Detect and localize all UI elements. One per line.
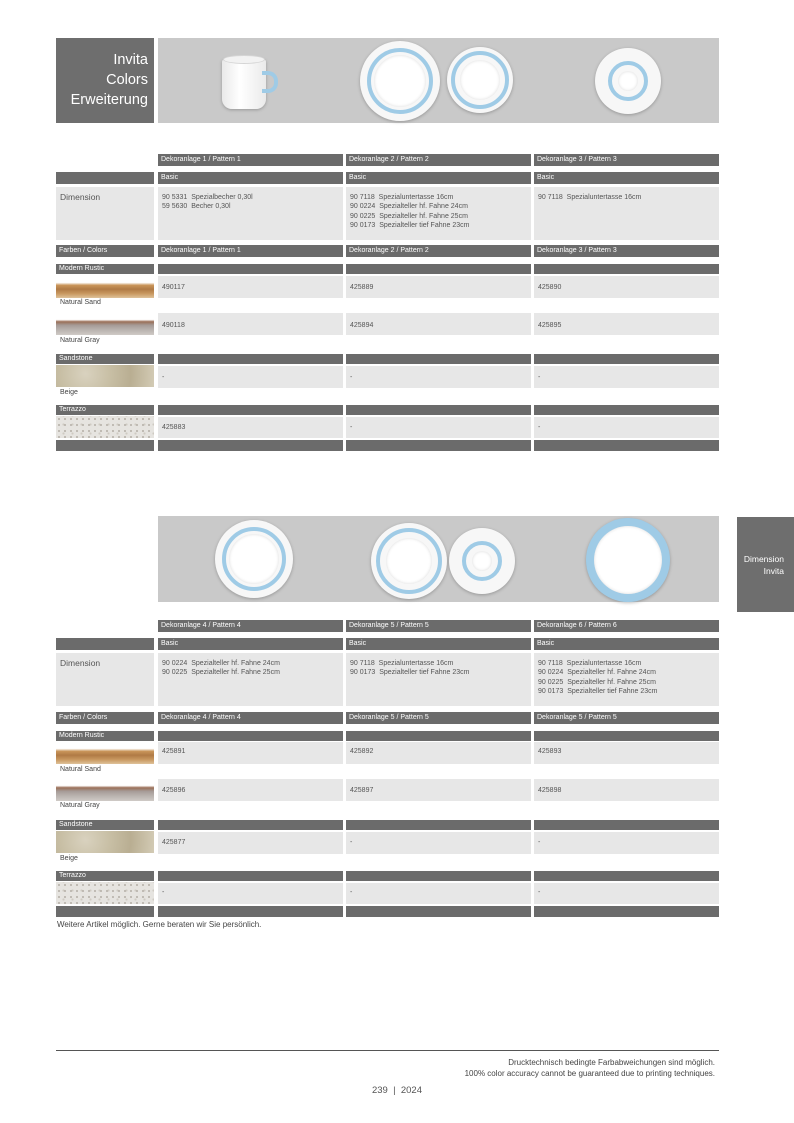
dimension-label: Dimension bbox=[60, 658, 101, 668]
group-bar bbox=[346, 820, 531, 830]
footer-divider bbox=[56, 1050, 719, 1051]
article-number: 490118 bbox=[162, 322, 185, 329]
title-line-2: Colors bbox=[106, 72, 148, 88]
article-row bbox=[346, 742, 531, 764]
plate-illustration bbox=[447, 47, 513, 113]
basic-label: Basic bbox=[346, 172, 531, 184]
dimension-cell: 90 7118 Spezialuntertasse 16cm bbox=[538, 194, 642, 201]
article-row bbox=[346, 313, 531, 335]
pattern-header: Dekoranlage 3 / Pattern 3 bbox=[534, 154, 719, 166]
article-number: 425892 bbox=[350, 748, 374, 755]
article-row bbox=[158, 883, 343, 904]
material-header: Sandstone bbox=[56, 820, 154, 830]
group-bar bbox=[158, 354, 343, 364]
article-number: 425889 bbox=[350, 284, 374, 291]
group-bar bbox=[346, 354, 531, 364]
title-line-3: Erweiterung bbox=[70, 92, 148, 108]
article-row bbox=[158, 742, 343, 764]
dimension-cell: 90 7118 Spezialuntertasse 16cm 90 0224 Spezialteller hf. Fahne 24cm 90 0225 Spezialteller hf. Fahne 25cm 90 0173 Spezialteller tief Fahne 23cm bbox=[538, 660, 658, 695]
article-row bbox=[534, 832, 719, 854]
article-row bbox=[158, 832, 343, 854]
disclaimer-en: 100% color accuracy cannot be guaranteed due to printing techniques. bbox=[464, 1069, 715, 1078]
article-row bbox=[534, 313, 719, 335]
side-tab-line-2: Invita bbox=[763, 566, 784, 576]
row-header-bar bbox=[56, 172, 154, 184]
basic-label: Basic bbox=[534, 638, 719, 650]
basic-label: Basic bbox=[158, 172, 343, 184]
article-row bbox=[346, 276, 531, 298]
mug-illustration bbox=[222, 55, 280, 113]
table-footer-bar bbox=[56, 906, 154, 917]
article-row bbox=[158, 366, 343, 388]
article-number: 425894 bbox=[350, 322, 374, 329]
plate-illustration bbox=[371, 523, 447, 599]
article-number: 425890 bbox=[538, 284, 562, 291]
color-name: Beige bbox=[60, 389, 78, 396]
article-row bbox=[534, 742, 719, 764]
article-row bbox=[534, 883, 719, 904]
pattern-header: Dekoranlage 5 / Pattern 5 bbox=[534, 712, 719, 724]
article-row bbox=[158, 276, 343, 298]
material-header: Terrazzo bbox=[56, 871, 154, 881]
section-title-box bbox=[56, 38, 154, 123]
basic-label: Basic bbox=[346, 638, 531, 650]
article-number: 425883 bbox=[162, 424, 186, 431]
article-number: 425891 bbox=[162, 748, 186, 755]
article-number: - bbox=[538, 374, 541, 381]
pattern-header: Dekoranlage 6 / Pattern 6 bbox=[534, 620, 719, 632]
color-name: Natural Sand bbox=[60, 299, 101, 306]
color-name: Natural Gray bbox=[60, 802, 100, 809]
dimension-cell: 90 7118 Spezialuntertasse 16cm 90 0173 Spezialteller tief Fahne 23cm bbox=[350, 660, 470, 677]
article-row bbox=[346, 417, 531, 438]
pattern-header: Dekoranlage 5 / Pattern 5 bbox=[346, 712, 531, 724]
sandstone-swatch bbox=[56, 365, 154, 387]
article-number: 425896 bbox=[162, 787, 186, 794]
article-number: - bbox=[538, 839, 541, 846]
pattern-header: Dekoranlage 1 / Pattern 1 bbox=[158, 245, 343, 257]
product-image-banner-1 bbox=[158, 38, 719, 123]
dimension-label: Dimension bbox=[60, 192, 101, 202]
section-side-tab bbox=[737, 517, 794, 612]
colors-label: Farben / Colors bbox=[56, 712, 154, 724]
plate-illustration bbox=[360, 41, 440, 121]
group-bar bbox=[158, 264, 343, 274]
group-bar bbox=[534, 731, 719, 741]
natural-gray-swatch bbox=[56, 779, 154, 801]
pattern-header: Dekoranlage 4 / Pattern 4 bbox=[158, 620, 343, 632]
article-number: - bbox=[350, 839, 353, 846]
table-footer-bar bbox=[346, 440, 531, 451]
row-header-bar bbox=[56, 638, 154, 650]
table-footer-bar bbox=[158, 440, 343, 451]
group-bar bbox=[534, 871, 719, 881]
table-footer-bar bbox=[534, 906, 719, 917]
group-bar bbox=[534, 354, 719, 364]
basic-label: Basic bbox=[534, 172, 719, 184]
pattern-header: Dekoranlage 5 / Pattern 5 bbox=[346, 620, 531, 632]
article-row bbox=[534, 417, 719, 438]
article-row bbox=[534, 779, 719, 801]
article-number: - bbox=[162, 889, 165, 896]
title-line-1: Invita bbox=[113, 52, 148, 68]
group-bar bbox=[158, 820, 343, 830]
colors-label: Farben / Colors bbox=[56, 245, 154, 257]
article-number: 425895 bbox=[538, 322, 562, 329]
table-footer-bar bbox=[56, 440, 154, 451]
pattern-header: Dekoranlage 4 / Pattern 4 bbox=[158, 712, 343, 724]
product-image-banner-2 bbox=[158, 516, 719, 602]
saucer-illustration bbox=[449, 528, 515, 594]
disclaimer bbox=[465, 1057, 715, 1079]
article-number: 425897 bbox=[350, 787, 374, 794]
group-bar bbox=[158, 871, 343, 881]
sandstone-swatch bbox=[56, 831, 154, 853]
article-number: 425877 bbox=[162, 839, 186, 846]
material-header: Sandstone bbox=[56, 354, 154, 364]
article-row bbox=[346, 832, 531, 854]
group-bar bbox=[346, 405, 531, 415]
color-name: Natural Gray bbox=[60, 337, 100, 344]
pattern-header: Dekoranlage 2 / Pattern 2 bbox=[346, 154, 531, 166]
terrazzo-swatch bbox=[56, 882, 154, 904]
dimension-cell: 90 5331 Spezialbecher 0,30l 59 5630 Becher 0,30l bbox=[162, 194, 253, 211]
natural-sand-swatch bbox=[56, 276, 154, 298]
group-bar bbox=[346, 871, 531, 881]
table-footer-bar bbox=[534, 440, 719, 451]
basic-label: Basic bbox=[158, 638, 343, 650]
dimension-cell: 90 0224 Spezialteller hf. Fahne 24cm 90 0225 Spezialteller hf. Fahne 25cm bbox=[162, 660, 280, 677]
article-number: - bbox=[350, 374, 353, 381]
natural-sand-swatch bbox=[56, 742, 154, 764]
article-number: 425898 bbox=[538, 787, 562, 794]
plate-illustration bbox=[215, 520, 293, 598]
article-number: - bbox=[350, 889, 353, 896]
color-name: Natural Sand bbox=[60, 766, 101, 773]
terrazzo-swatch bbox=[56, 416, 154, 438]
article-number: - bbox=[350, 424, 353, 431]
article-row bbox=[534, 276, 719, 298]
article-number: 425893 bbox=[538, 748, 562, 755]
saucer-illustration bbox=[595, 48, 661, 114]
article-row bbox=[534, 366, 719, 388]
article-row bbox=[346, 779, 531, 801]
disclaimer-de: Drucktechnisch bedingte Farbabweichungen sind möglich. bbox=[508, 1058, 715, 1067]
pattern-header: Dekoranlage 3 / Pattern 3 bbox=[534, 245, 719, 257]
material-header: Modern Rustic bbox=[56, 731, 154, 741]
group-bar bbox=[534, 820, 719, 830]
natural-gray-swatch bbox=[56, 313, 154, 335]
color-name: Beige bbox=[60, 855, 78, 862]
group-bar bbox=[158, 731, 343, 741]
group-bar bbox=[534, 264, 719, 274]
pattern-header: Dekoranlage 2 / Pattern 2 bbox=[346, 245, 531, 257]
article-number: - bbox=[162, 374, 165, 381]
article-number: - bbox=[538, 424, 541, 431]
pattern-header: Dekoranlage 1 / Pattern 1 bbox=[158, 154, 343, 166]
material-header: Terrazzo bbox=[56, 405, 154, 415]
side-tab-line-1: Dimension bbox=[743, 554, 784, 564]
article-row bbox=[158, 779, 343, 801]
page-number: 239 | 2024 bbox=[371, 1085, 422, 1096]
article-row bbox=[158, 417, 343, 438]
material-header: Modern Rustic bbox=[56, 264, 154, 274]
group-bar bbox=[346, 731, 531, 741]
table-footer-bar bbox=[158, 906, 343, 917]
article-number: 490117 bbox=[162, 284, 185, 291]
article-row bbox=[346, 366, 531, 388]
table-footer-bar bbox=[346, 906, 531, 917]
article-row bbox=[158, 313, 343, 335]
footnote: Weitere Artikel möglich. Gerne beraten wir Sie persönlich. bbox=[57, 920, 262, 929]
article-number: - bbox=[538, 889, 541, 896]
plate-illustration bbox=[586, 518, 670, 602]
dimension-cell: 90 7118 Spezialuntertasse 16cm 90 0224 Spezialteller hf. Fahne 24cm 90 0225 Spezialteller hf. Fahne 25cm 90 0173 Spezialteller tief Fahne 23cm bbox=[350, 194, 470, 229]
article-row bbox=[346, 883, 531, 904]
group-bar bbox=[158, 405, 343, 415]
group-bar bbox=[346, 264, 531, 274]
group-bar bbox=[534, 405, 719, 415]
